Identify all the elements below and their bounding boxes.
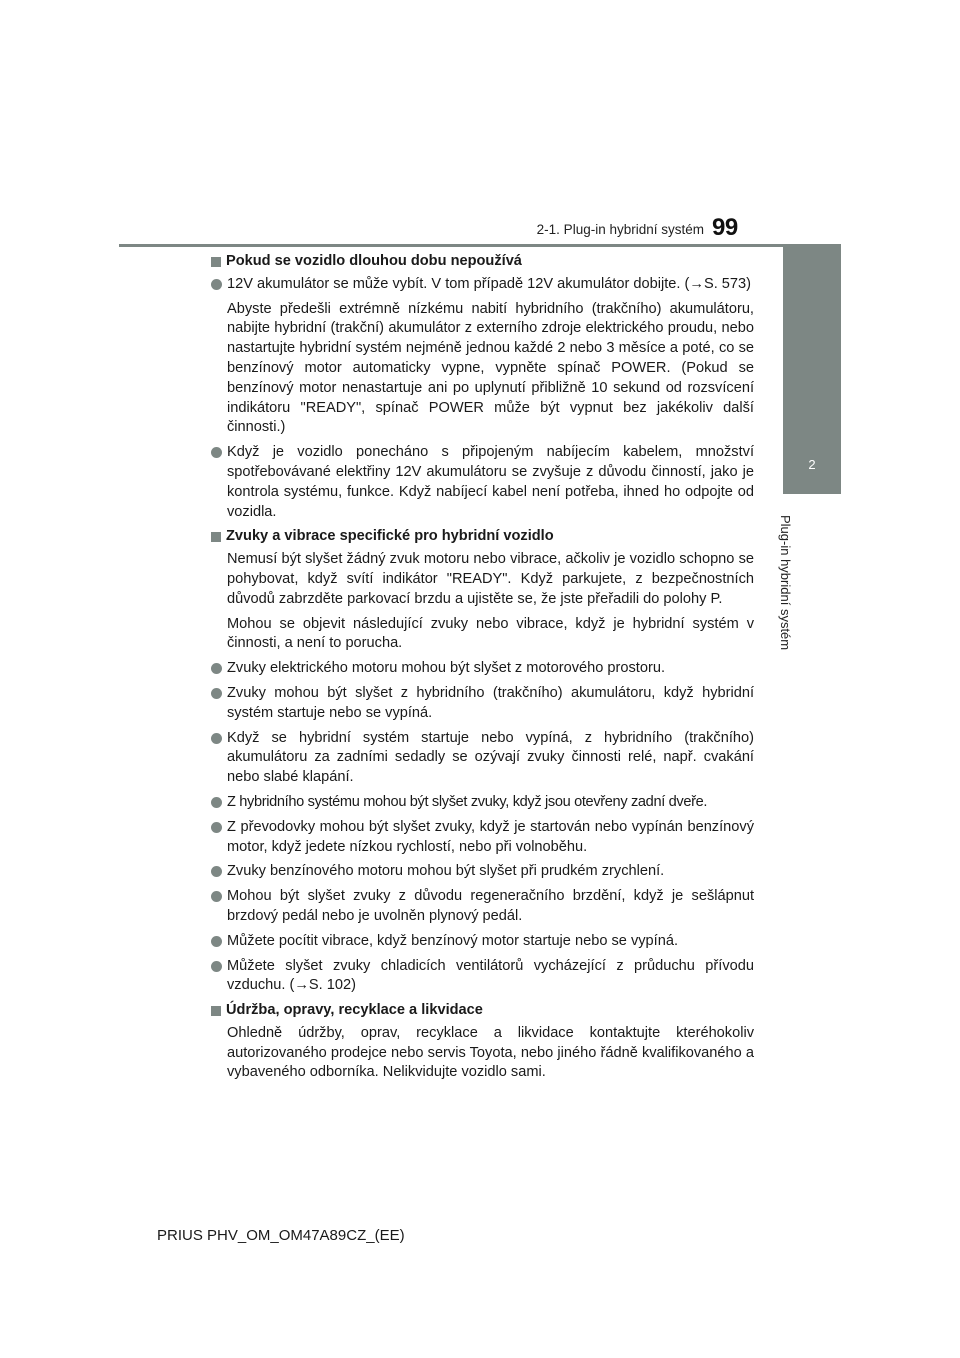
chapter-number-tab (783, 435, 841, 494)
section-heading (211, 527, 754, 547)
square-bullet-icon (211, 257, 221, 267)
paragraph: Zvuky elektrického motoru mohou být slyšet z motorového prostoru. (227, 660, 665, 677)
page-number: 99 (712, 214, 738, 241)
page-content (211, 252, 754, 1083)
paragraph: Když se hybridní systém startuje nebo vypíná, z hybridního (trakčního) akumulátoru za zadními sedadly se ozývají zvuky činnosti relé, např. cvakání nebo slabé klapání. (227, 729, 754, 786)
round-bullet-icon (211, 866, 222, 877)
round-bullet-icon (211, 279, 222, 290)
list-item (211, 793, 754, 813)
round-bullet-icon (211, 797, 222, 808)
paragraph: Z převodovky mohou být slyšet zvuky, když je startován nebo vypínán benzínový motor, když jedete nízkou rychlostí, nebo při volnoběhu. (227, 818, 754, 855)
list-item (211, 957, 754, 997)
list-item (211, 862, 754, 882)
chapter-title: Plug-in hybridní systém (778, 515, 793, 651)
paragraph: Nemusí být slyšet žádný zvuk motoru nebo vibrace, ačkoliv je vozidlo schopno se pohybovat, když svítí indikátor "READY". Když parkujete, z bezpečnostních důvodů zabrzděte parkovací brzdu a ujistěte se, že jste přeřadili do polohy P. (227, 551, 754, 607)
paragraph: Zvuky benzínového motoru mohou být slyšet při prudkém zrychlení. (227, 863, 665, 880)
list-item (211, 729, 754, 788)
section-heading (211, 1001, 754, 1021)
paragraph: Ohledně údržby, oprav, recyklace a likvidace kontaktujte kteréhokoliv autorizovaného prodejce nebo servis Toyota, nebo jiného řádně kvalifikovaného a vybaveného odborníka. Nelikvidujte vozidlo sami. (227, 1024, 754, 1081)
chapter-number: 2 (808, 457, 816, 472)
paragraph: Mohou být slyšet zvuky z důvodu regeneračního brzdění, když je sešlápnut brzdový pedál nebo je uvolněn plynový pedál. (227, 888, 754, 924)
list-item (211, 659, 754, 679)
square-bullet-icon (211, 1006, 221, 1016)
round-bullet-icon (211, 447, 222, 458)
side-tab-bar (783, 247, 841, 435)
list-item (211, 443, 754, 522)
section-long-term-storage (211, 252, 754, 522)
list-item (211, 275, 754, 438)
round-bullet-icon (211, 663, 222, 674)
list-item (211, 818, 754, 858)
section-maintenance-disposal (211, 1001, 754, 1083)
section-heading-text: Pokud se vozidlo dlouhou dobu nepoužívá (226, 253, 522, 269)
chapter-title-vertical (764, 505, 822, 755)
list-item (211, 932, 754, 952)
section-heading-text: Údržba, opravy, recyklace a likvidace (226, 1002, 483, 1019)
section-sounds-vibrations (211, 527, 754, 996)
paragraph: Zvuky mohou být slyšet z hybridního (trakčního) akumulátoru, když hybridní systém startuje nebo se vypíná. (227, 684, 754, 721)
paragraph: 12V akumulátor se může vybít. V tom případě 12V akumulátor dobijte. (→S. 573) (227, 275, 752, 292)
round-bullet-icon (211, 688, 222, 699)
header-rule (119, 244, 841, 247)
document-code: PRIUS PHV_OM_OM47A89CZ_(EE) (157, 1227, 405, 1244)
paragraph: Můžete pocítit vibrace, když benzínový motor startuje nebo se vypíná. (227, 932, 679, 949)
section-heading-text: Zvuky a vibrace specifické pro hybridní vozidlo (226, 528, 554, 545)
round-bullet-icon (211, 936, 222, 947)
round-bullet-icon (211, 822, 222, 833)
paragraph: Když je vozidlo ponecháno s připojeným nabíjecím kabelem, množství spotřebovávané elektřiny 12V akumulátoru se zvyšuje z důvodu činností, jako je kontrola systému, funkce. Když nabíjecí kabel není potřeba, ihned ho odpojte od vozidla. (227, 444, 754, 520)
section-heading (211, 252, 754, 272)
square-bullet-icon (211, 532, 221, 542)
paragraph: Z hybridního systému mohou být slyšet zvuky, když jsou otevřeny zadní dveře. (227, 793, 708, 810)
round-bullet-icon (211, 961, 222, 972)
running-header: 2-1. Plug-in hybridní systém (536, 222, 704, 237)
paragraph: Můžete slyšet zvuky chladicích ventilátorů vycházející z průduchu přívodu vzduchu. (→S. 102) (227, 957, 754, 994)
round-bullet-icon (211, 891, 222, 902)
list-item (211, 684, 754, 724)
paragraph: Mohou se objevit následující zvuky nebo vibrace, když je hybridní systém v činnosti, a není to porucha. (227, 615, 754, 652)
paragraph: Abyste předešli extrémně nízkému nabití hybridního (trakčního) akumulátoru, nabijte hybridní (trakční) akumulátor z externího zdroje elektrického proudu, nebo nastartujte hybridní systém nejméně jednou každé 2 nebo 3 měsíce a poté, co se benzínový motor automaticky vypne, vypněte spínač POWER. (Pokud se benzínový motor nenastartuje ani po uplynutí přibližně 10 sekund od rozsvícení indikátoru "READY", spínač POWER může být vypnut bez jakékoliv další činnosti.) (227, 300, 754, 436)
round-bullet-icon (211, 733, 222, 744)
list-item (211, 887, 754, 927)
